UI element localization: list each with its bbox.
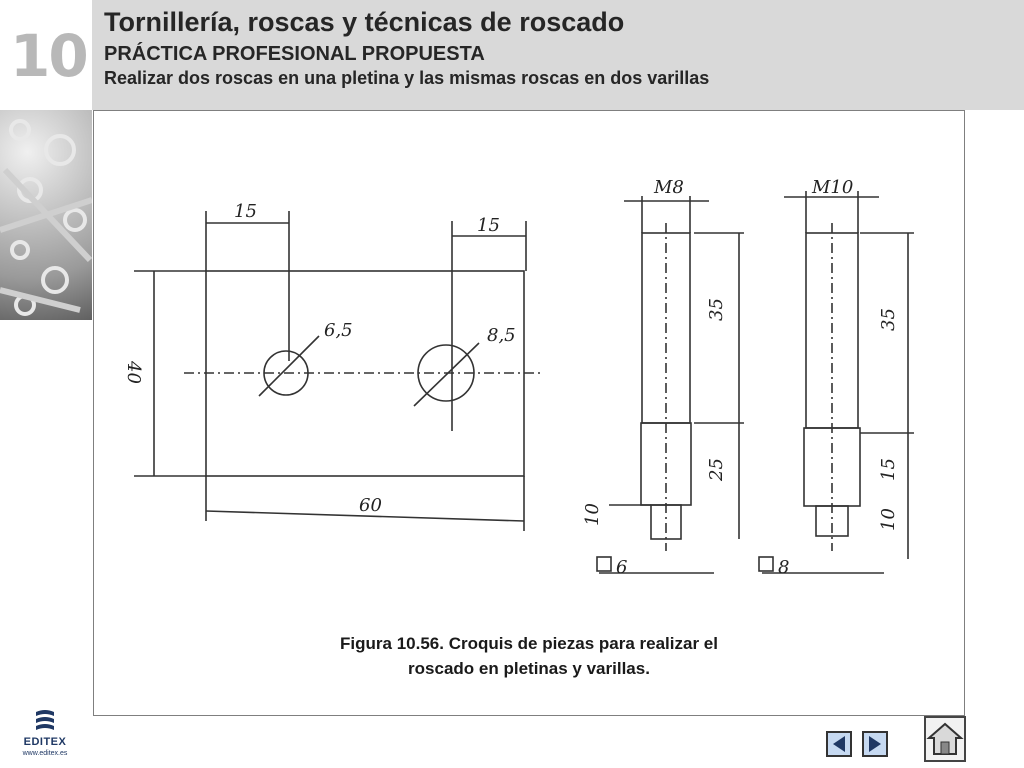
rod-m8-drawing bbox=[599, 196, 744, 573]
plate-hole-right-diameter: 8,5 bbox=[487, 325, 516, 346]
slide-task: Realizar dos roscas en una pletina y las mismas roscas en dos varillas bbox=[104, 68, 710, 88]
home-icon bbox=[926, 718, 964, 760]
arrow-right-icon bbox=[864, 733, 886, 755]
plate-drawing bbox=[134, 211, 544, 531]
editex-logo-icon bbox=[14, 708, 76, 736]
figure-caption-line1: Figura 10.56. Croquis de piezas para realizar el bbox=[340, 634, 718, 653]
plate-hole-left-diameter: 6,5 bbox=[324, 320, 353, 341]
plate-dim-right-offset: 15 bbox=[477, 215, 500, 236]
plate-dim-left-offset: 15 bbox=[234, 201, 257, 222]
rod-m10-length-body: 15 bbox=[878, 458, 899, 481]
editex-logo bbox=[14, 708, 76, 760]
bolts-photo bbox=[0, 110, 92, 320]
rod-m8-length-body: 25 bbox=[706, 458, 727, 481]
rod-m10-square: 8 bbox=[778, 557, 790, 578]
arrow-left-icon bbox=[828, 733, 850, 755]
rod-m8-square: 6 bbox=[616, 557, 628, 578]
rod-m10-length-thread: 35 bbox=[878, 308, 899, 331]
rod-m8-thread: M8 bbox=[654, 177, 684, 198]
figure-caption bbox=[94, 631, 964, 681]
slide-title: Tornillería, roscas y técnicas de roscado bbox=[104, 7, 625, 37]
slide-subtitle: PRÁCTICA PROFESIONAL PROPUESTA bbox=[104, 43, 485, 65]
rod-m10-length-end: 10 bbox=[878, 508, 899, 531]
rod-m10-thread: M10 bbox=[812, 177, 854, 198]
previous-slide-button[interactable] bbox=[826, 731, 852, 757]
rod-m8-length-thread: 35 bbox=[706, 298, 727, 321]
square-symbol-m8 bbox=[597, 557, 611, 571]
slide-titles bbox=[104, 6, 709, 90]
content-frame bbox=[93, 110, 965, 716]
bolts-photo-graphic bbox=[0, 110, 92, 320]
brand-url: www.editex.es bbox=[22, 750, 68, 757]
brand-name: EDITEX bbox=[23, 736, 67, 748]
square-symbol-m10 bbox=[759, 557, 773, 571]
rod-m8-length-end: 10 bbox=[582, 503, 603, 526]
chapter-box bbox=[0, 0, 92, 110]
next-slide-button[interactable] bbox=[862, 731, 888, 757]
plate-dim-width: 60 bbox=[359, 495, 382, 516]
chapter-number: 10 bbox=[10, 22, 87, 90]
figure-caption-line2: roscado en pletinas y varillas. bbox=[408, 659, 650, 678]
home-button[interactable] bbox=[924, 716, 966, 762]
technical-sketch bbox=[94, 111, 964, 611]
plate-dim-height: 40 bbox=[123, 361, 144, 384]
